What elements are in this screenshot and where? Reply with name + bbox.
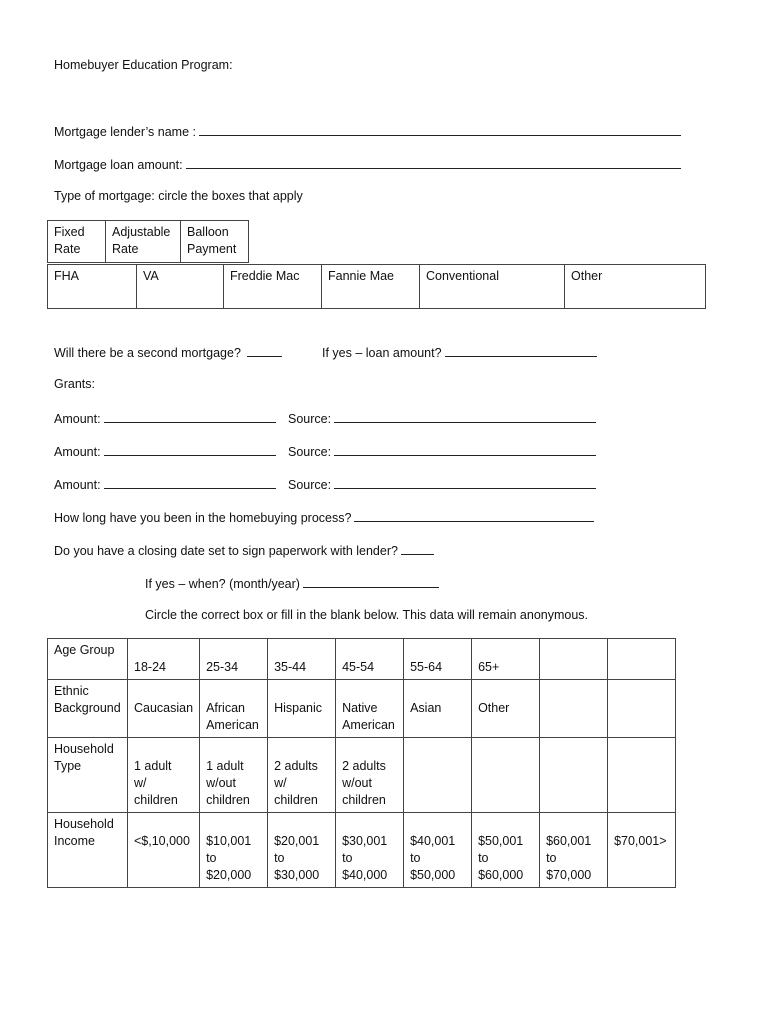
when-field[interactable] <box>303 575 439 588</box>
process-field[interactable] <box>354 509 594 522</box>
ethnic-background-label: Ethnic Background <box>48 680 128 738</box>
grant-amount-row-2 <box>54 443 276 459</box>
closing-field[interactable] <box>401 542 434 555</box>
program-option-conventional[interactable]: Conventional <box>420 265 565 309</box>
grant-amount-field-1[interactable] <box>104 410 276 423</box>
grant-amount-label: Amount: <box>54 445 101 459</box>
rate-option-fixed[interactable]: Fixed Rate <box>48 221 106 263</box>
ethnic-option[interactable] <box>608 680 676 738</box>
grant-amount-label: Amount: <box>54 412 101 426</box>
household-type-label: Household Type <box>48 738 128 813</box>
second-loan-field[interactable] <box>445 344 597 357</box>
second-loan-label: If yes – loan amount? <box>322 346 442 360</box>
program-option-fha[interactable]: FHA <box>48 265 137 309</box>
grant-source-field-1[interactable] <box>334 410 596 423</box>
mortgage-type-label: Type of mortgage: circle the boxes that apply <box>54 189 303 203</box>
program-option-other[interactable]: Other <box>565 265 706 309</box>
household-type-option[interactable] <box>472 738 540 813</box>
grant-amount-field-3[interactable] <box>104 476 276 489</box>
demographics-table <box>47 638 676 888</box>
lender-name-field[interactable] <box>199 123 681 136</box>
household-type-option[interactable]: 2 adults w/ children <box>268 738 336 813</box>
age-option[interactable]: 18-24 <box>128 639 200 680</box>
grant-amount-label: Amount: <box>54 478 101 492</box>
lender-name-row <box>54 123 681 139</box>
second-mortgage-row <box>54 344 282 360</box>
mortgage-program-table <box>47 264 706 309</box>
when-label: If yes – when? (month/year) <box>145 577 300 591</box>
closing-row <box>54 542 434 558</box>
age-row <box>48 639 676 680</box>
income-option[interactable]: $30,001 to $40,000 <box>336 813 404 888</box>
process-row <box>54 509 594 525</box>
income-option[interactable]: $20,001 to $30,000 <box>268 813 336 888</box>
income-option[interactable]: $70,001> <box>608 813 676 888</box>
form-title: Homebuyer Education Program: <box>54 58 233 72</box>
age-option[interactable]: 35-44 <box>268 639 336 680</box>
loan-amount-field[interactable] <box>186 156 681 169</box>
grant-source-row-3 <box>288 476 596 492</box>
ethnic-option[interactable] <box>540 680 608 738</box>
grant-source-field-2[interactable] <box>334 443 596 456</box>
ethnic-option[interactable]: Asian <box>404 680 472 738</box>
ethnic-option[interactable]: Other <box>472 680 540 738</box>
grant-source-row-1 <box>288 410 596 426</box>
ethnic-option[interactable]: African American <box>200 680 268 738</box>
household-type-option[interactable]: 2 adults w/out children <box>336 738 404 813</box>
grant-source-row-2 <box>288 443 596 459</box>
grant-source-label: Source: <box>288 445 332 459</box>
income-row <box>48 813 676 888</box>
grant-source-label: Source: <box>288 478 332 492</box>
second-loan-row <box>322 344 597 360</box>
program-option-fannie-mae[interactable]: Fannie Mae <box>322 265 420 309</box>
ethnic-option[interactable]: Native American <box>336 680 404 738</box>
age-group-label: Age Group <box>48 639 128 680</box>
household-type-option[interactable]: 1 adult w/ children <box>128 738 200 813</box>
second-mortgage-field[interactable] <box>247 344 282 357</box>
ethnic-option[interactable]: Hispanic <box>268 680 336 738</box>
income-option[interactable]: $10,001 to $20,000 <box>200 813 268 888</box>
household-type-row <box>48 738 676 813</box>
age-option[interactable] <box>540 639 608 680</box>
program-option-freddie-mac[interactable]: Freddie Mac <box>224 265 322 309</box>
ethnic-row <box>48 680 676 738</box>
second-mortgage-label: Will there be a second mortgage? <box>54 346 241 360</box>
age-option[interactable]: 65+ <box>472 639 540 680</box>
age-option[interactable]: 55-64 <box>404 639 472 680</box>
loan-amount-label: Mortgage loan amount: <box>54 158 183 172</box>
household-income-label: Household Income <box>48 813 128 888</box>
grant-source-field-3[interactable] <box>334 476 596 489</box>
grant-source-label: Source: <box>288 412 332 426</box>
rate-option-adjustable[interactable]: Adjustable Rate <box>106 221 181 263</box>
program-option-va[interactable]: VA <box>137 265 224 309</box>
process-label: How long have you been in the homebuying process? <box>54 511 352 525</box>
ethnic-option[interactable]: Caucasian <box>128 680 200 738</box>
income-option[interactable]: <$,10,000 <box>128 813 200 888</box>
grant-amount-row-1 <box>54 410 276 426</box>
income-option[interactable]: $50,001 to $60,000 <box>472 813 540 888</box>
loan-amount-row <box>54 156 681 172</box>
age-option[interactable]: 45-54 <box>336 639 404 680</box>
household-type-option[interactable]: 1 adult w/out children <box>200 738 268 813</box>
closing-label: Do you have a closing date set to sign paperwork with lender? <box>54 544 398 558</box>
rate-option-balloon[interactable]: Balloon Payment <box>181 221 249 263</box>
age-option[interactable]: 25-34 <box>200 639 268 680</box>
grant-amount-field-2[interactable] <box>104 443 276 456</box>
rate-type-table <box>47 220 249 263</box>
income-option[interactable]: $40,001 to $50,000 <box>404 813 472 888</box>
household-type-option[interactable] <box>540 738 608 813</box>
income-option[interactable]: $60,001 to $70,000 <box>540 813 608 888</box>
grant-amount-row-3 <box>54 476 276 492</box>
household-type-option[interactable] <box>608 738 676 813</box>
household-type-option[interactable] <box>404 738 472 813</box>
when-row <box>145 575 439 591</box>
anonymous-note: Circle the correct box or fill in the blank below. This data will remain anonymous. <box>145 608 589 622</box>
age-option[interactable] <box>608 639 676 680</box>
grants-label: Grants: <box>54 377 95 391</box>
lender-name-label: Mortgage lender’s name : <box>54 125 196 139</box>
